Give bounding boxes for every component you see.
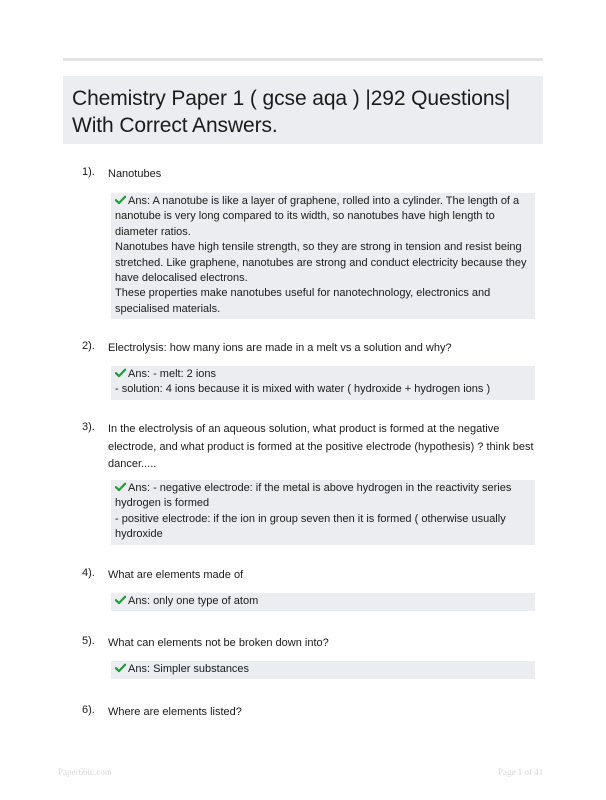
- question-number: 3).: [82, 421, 95, 433]
- question-number: 2).: [82, 340, 95, 352]
- answer-box: [111, 193, 535, 319]
- answer-text: Nanotubes have high tensile strength, so they are strong in tension and resist being stretched. Like graphene, nanotubes are strong and conduct electricity because they have delocalised electrons.: [115, 241, 527, 285]
- title-banner: [63, 76, 543, 144]
- answer-text: - positive electrode: if the ion in group seven then it is formed ( otherwise usually hydroxide: [115, 512, 506, 541]
- answer-text: - solution: 4 ions because it is mixed with water ( hydroxide + hydrogen ions ): [115, 383, 491, 396]
- answer-text: Ans: Simpler substances: [128, 663, 250, 675]
- question-number: 5).: [82, 635, 95, 647]
- checkmark-icon: [115, 663, 126, 673]
- page-number: Page 1 of 41: [498, 767, 544, 777]
- question-text: In the electrolysis of an aqueous solution, what product is formed at the negative electrode, and what product is formed at the positive electrode (hypothesis) ? think best dancer.....: [108, 423, 534, 470]
- answer-box: [111, 480, 535, 545]
- question-number: 1).: [82, 166, 95, 178]
- document-title: Chemistry Paper 1 ( gcse aqa ) |292 Questions| With Correct Answers.: [72, 87, 511, 137]
- question-number: 6).: [82, 704, 95, 716]
- question-text: Electrolysis: how many ions are made in a melt vs a solution and why?: [108, 342, 452, 354]
- answer-text: Ans: - melt: 2 ions: [128, 368, 217, 380]
- question-number: 4).: [82, 567, 95, 579]
- footer-watermark: Paper66ic.com: [58, 767, 112, 777]
- answer-box: [111, 661, 535, 679]
- question-text: Nanotubes: [108, 168, 162, 180]
- answer-box: [111, 366, 535, 400]
- question-text: What are elements made of: [108, 569, 244, 581]
- question-text: What can elements not be broken down into?: [108, 637, 329, 649]
- checkmark-icon: [115, 595, 126, 605]
- checkmark-icon: [115, 368, 126, 378]
- checkmark-icon: [115, 482, 126, 492]
- answer-text: These properties make nanotubes useful for nanotechnology, electronics and specialised materials.: [115, 287, 491, 315]
- answer-box: [111, 593, 535, 611]
- checkmark-icon: [115, 195, 126, 205]
- answer-text: Ans: - negative electrode: if the metal is above hydrogen in the reactivity series hydrogen is formed: [115, 482, 512, 510]
- answer-text: Ans: only one type of atom: [128, 595, 259, 607]
- top-divider: [63, 58, 543, 61]
- answer-text: Ans: A nanotube is like a layer of graphene, rolled into a cylinder. The length of a nanotube is very long compared to its width, so nanotubes have high length to diameter ratios.: [115, 195, 520, 238]
- question-text: Where are elements listed?: [108, 706, 242, 718]
